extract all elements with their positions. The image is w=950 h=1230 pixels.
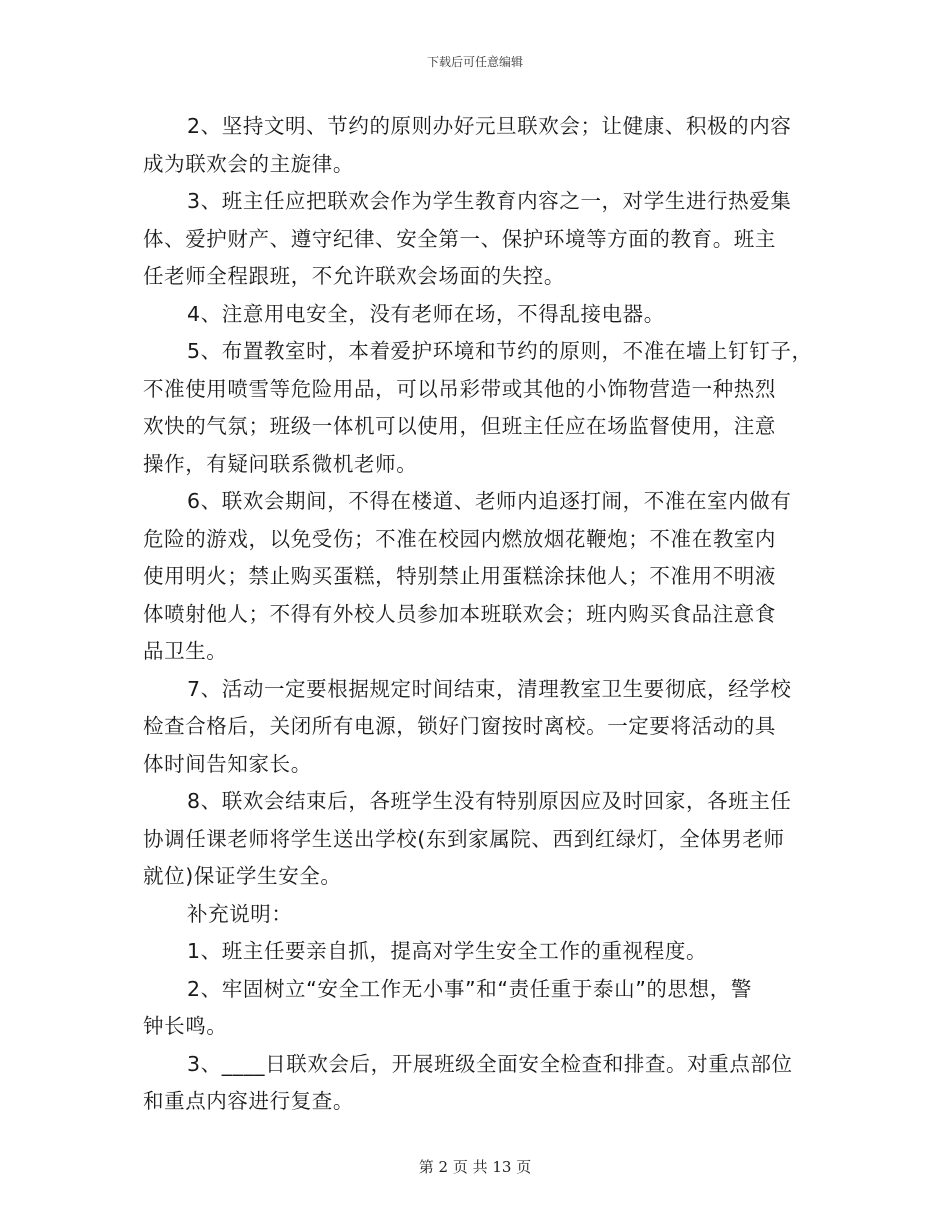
paragraph-line: 任老师全程跟班，不允许联欢会场面的失控。: [143, 264, 565, 288]
page-number: 第 2 页 共 13 页: [418, 1158, 532, 1176]
paragraph-line: 体、爱护财产、遵守纪律、安全第一、保护环境等方面的教育。班主: [143, 226, 776, 251]
paragraph-line: 6、联欢会期间，不得在楼道、老师内追逐打闹，不准在室内做有: [187, 489, 792, 513]
paragraph-line: 欢快的气氛；班级一体机可以使用，但班主任应在场监督使用，注意: [143, 414, 776, 438]
paragraph-line: 不准使用喷雪等危险用品，可以吊彩带或其他的小饰物营造一种热烈: [143, 376, 776, 401]
paragraph-line: 就位)保证学生安全。: [143, 864, 342, 888]
paragraph-line: 危险的游戏，以免受伤；不准在校园内燃放烟花鞭炮；不准在教室内: [143, 526, 776, 551]
paragraph-line: 体时间告知家长。: [143, 751, 312, 776]
paragraph-line: 体喷射他人；不得有外校人员参加本班联欢会；班内购买食品注意食: [143, 601, 776, 626]
paragraph-line: 协调任课老师将学生送出学校(东到家属院、西到红绿灯，全体男老师: [143, 826, 785, 851]
paragraph-line: 3、班主任应把联欢会作为学生教育内容之一，对学生进行热爱集: [187, 189, 792, 213]
paragraph-line: 2、牢固树立“安全工作无小事”和“责任重于泰山”的思想，警: [187, 976, 752, 1001]
paragraph-line: 检查合格后，关闭所有电源，锁好门窗按时离校。一定要将活动的具: [143, 714, 776, 738]
paragraph-line: 操作，有疑问联系微机老师。: [143, 451, 418, 476]
paragraph-line: 钟长鸣。: [143, 1014, 228, 1038]
paragraph-line: 成为联欢会的主旋律。: [143, 151, 354, 176]
paragraph-line: 8、联欢会结束后，各班学生没有特别原因应及时回家，各班主任: [187, 789, 792, 813]
paragraph-line: 2、坚持文明、节约的原则办好元旦联欢会；让健康、积极的内容: [187, 114, 792, 138]
document-body: [143, 108, 823, 1121]
paragraph-line: 和重点内容进行复查。: [143, 1089, 354, 1113]
supplement-heading: 补充说明：: [187, 901, 293, 926]
paragraph-line: 使用明火；禁止购买蛋糕，特别禁止用蛋糕涂抹他人；不准用不明液: [143, 564, 776, 588]
paragraph-line: 1、班主任要亲自抓，提高对学生安全工作的重视程度。: [187, 939, 708, 963]
paragraph-line: 7、活动一定要根据规定时间结束，清理教室卫生要彻底，经学校: [187, 676, 792, 701]
download-note: 下载后可任意编辑: [426, 55, 523, 69]
paragraph-line: 品卫生。: [143, 639, 228, 663]
paragraph-line: 5、布置教室时，本着爱护环境和节约的原则，不准在墙上钉钉子，: [187, 339, 813, 363]
paragraph-line: 4、注意用电安全，没有老师在场，不得乱接电器。: [187, 301, 665, 326]
paragraph-line: 3、____日联欢会后，开展班级全面安全检查和排查。对重点部位: [187, 1051, 793, 1076]
